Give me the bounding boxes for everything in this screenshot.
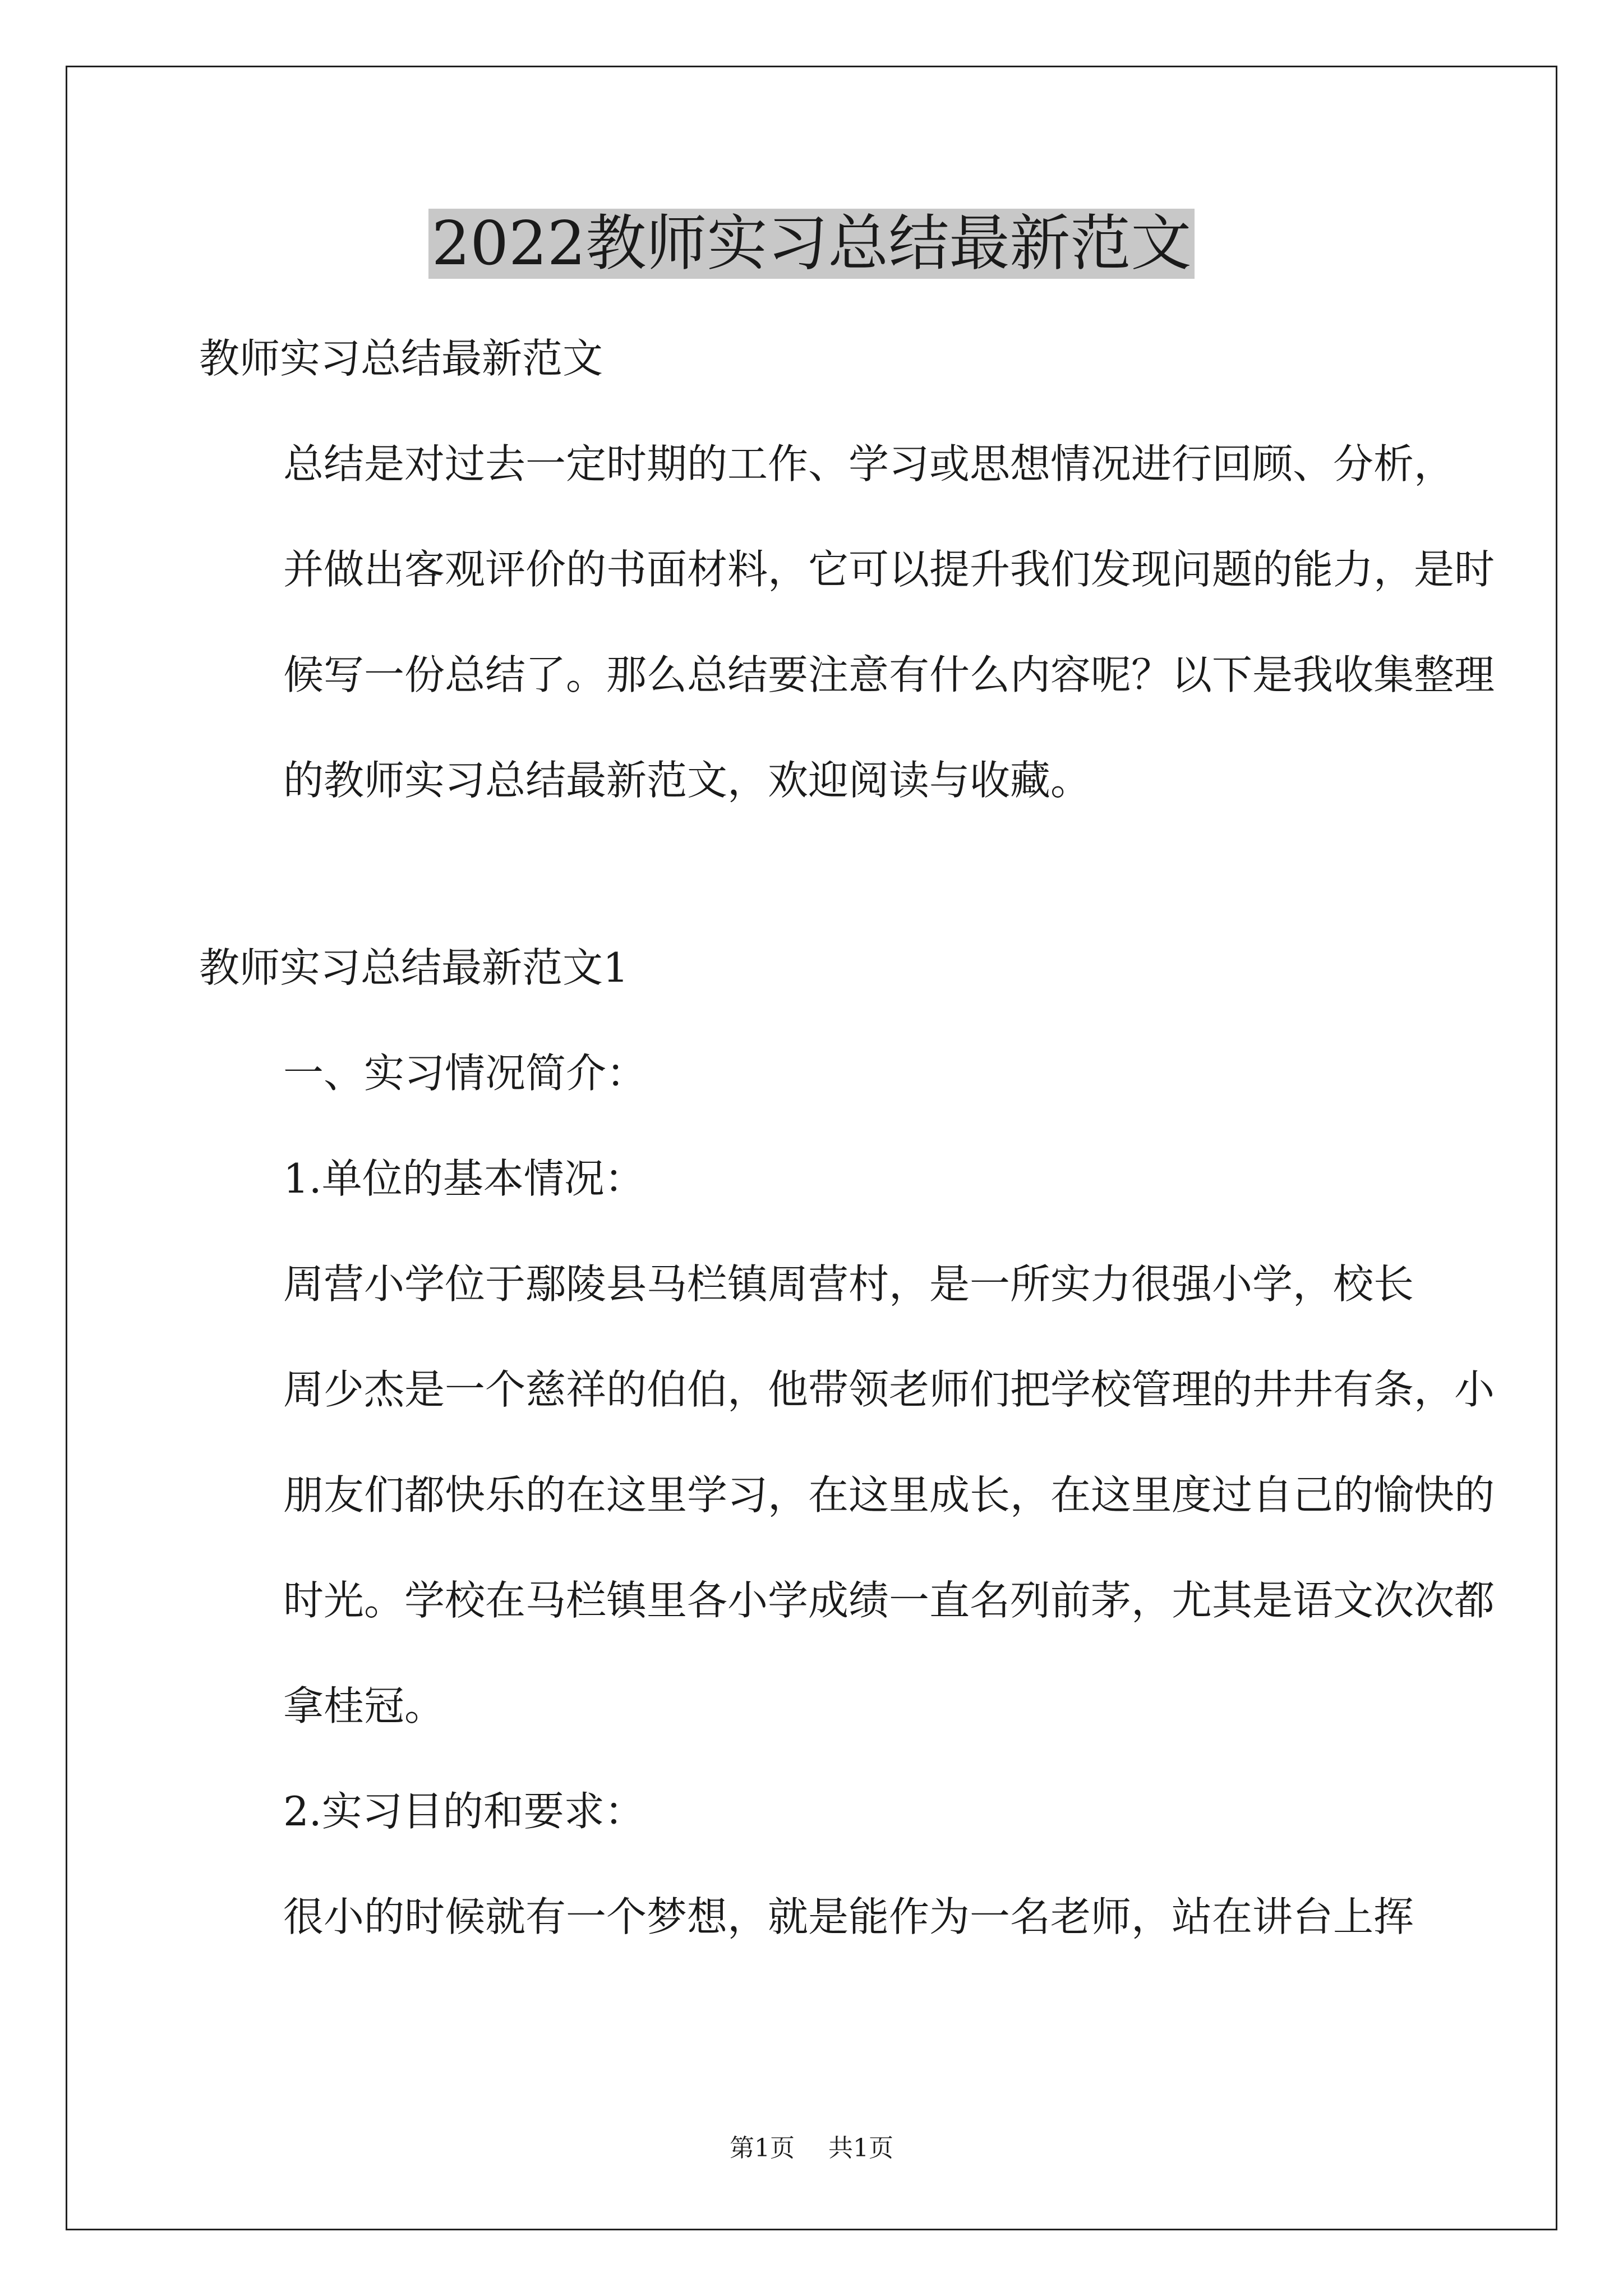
text-line: 的教师实习总结最新范文，欢迎阅读与收藏。 bbox=[283, 757, 1091, 804]
text-line: 时光。学校在马栏镇里各小学成绩一直名列前茅，尤其是语文次次都 bbox=[283, 1577, 1495, 1624]
intro-paragraph bbox=[199, 411, 1495, 833]
text-line: 周营小学位于鄢陵县马栏镇周营村，是一所实力很强小学，校长 bbox=[283, 1260, 1414, 1308]
text-line: 教师实习总结最新范文 bbox=[199, 335, 603, 382]
text-line: 一、实习情况简介： bbox=[283, 1050, 647, 1097]
goal-paragraph bbox=[199, 1864, 1433, 1970]
document-title bbox=[0, 202, 1623, 286]
page-number: 第1页 bbox=[730, 2134, 795, 2162]
page-total: 共1页 bbox=[828, 2134, 893, 2162]
page-footer bbox=[0, 2132, 1623, 2165]
text-line: 周少杰是一个慈祥的伯伯，他带领老师们把学校管理的井井有条，小 bbox=[283, 1366, 1495, 1413]
outline-subheading bbox=[199, 1126, 1433, 1231]
text-line: 并做出客观评价的书面材料，它可以提升我们发现问题的能力，是时 bbox=[283, 546, 1495, 593]
text-line: 朋友们都快乐的在这里学习，在这里成长，在这里度过自己的愉快的 bbox=[283, 1471, 1495, 1519]
text-line: 2.实习目的和要求： bbox=[283, 1788, 645, 1835]
text-line: 很小的时候就有一个梦想，就是能作为一名老师，站在讲台上挥 bbox=[283, 1893, 1414, 1940]
document-title-text: 2022教师实习总结最新范文 bbox=[428, 209, 1195, 279]
section-heading bbox=[199, 915, 1433, 1020]
document-body bbox=[199, 306, 1495, 1970]
school-description-paragraph bbox=[199, 1231, 1495, 1759]
outline-heading bbox=[199, 1020, 1433, 1126]
text-line: 总结是对过去一定时期的工作、学习或思想情况进行回顾、分析， bbox=[283, 440, 1455, 487]
text-line: 拿桂冠。 bbox=[283, 1682, 445, 1729]
section-spacer bbox=[199, 833, 1433, 915]
text-line: 教师实习总结最新范文1 bbox=[199, 944, 629, 991]
subtitle-paragraph bbox=[199, 306, 1433, 411]
text-line: 1.单位的基本情况： bbox=[283, 1155, 645, 1202]
outline-subheading bbox=[199, 1759, 1433, 1864]
text-line: 候写一份总结了。那么总结要注意有什么内容呢？以下是我收集整理 bbox=[283, 651, 1495, 698]
